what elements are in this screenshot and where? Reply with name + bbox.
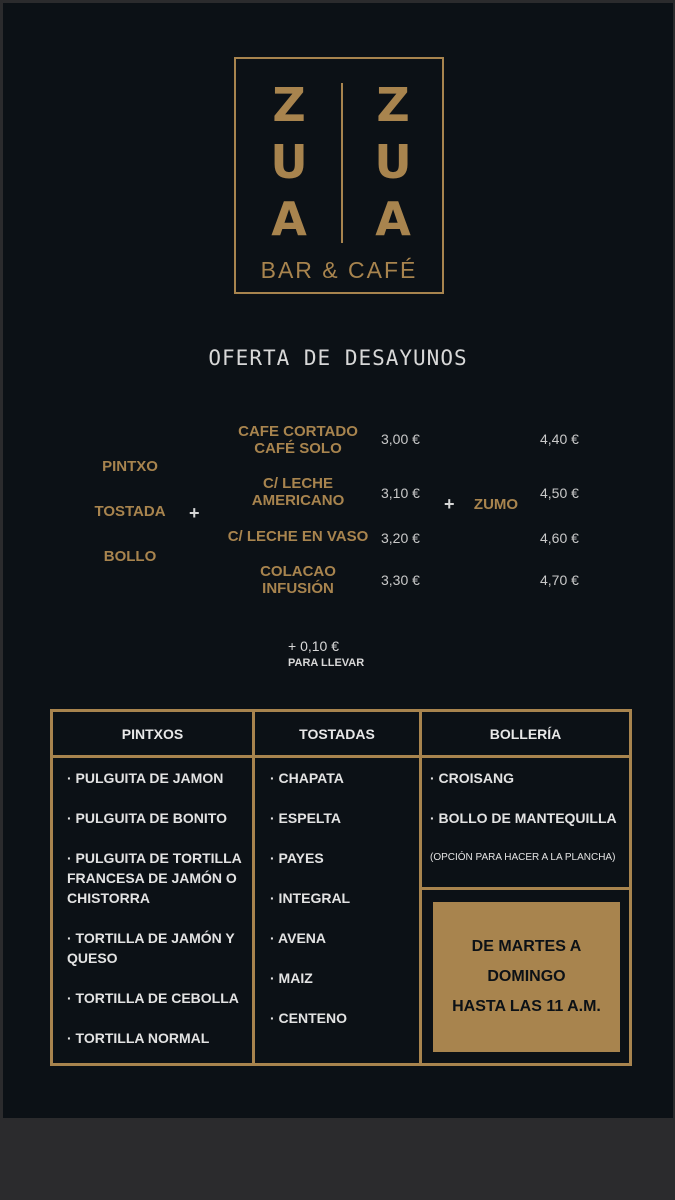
plus-sign: + [444, 494, 455, 514]
drink-price: 3,10 € [381, 485, 420, 501]
food-pintxo: PINTXO [102, 458, 158, 475]
logo-letter: Z [376, 78, 410, 132]
zumo-price: 4,40 € [540, 431, 579, 447]
zumo-label: ZUMO [473, 496, 519, 513]
list-item: · PULGUITA DE BONITO [67, 810, 227, 826]
takeaway-label: PARA LLEVAR [288, 657, 365, 669]
list-item: · TORTILLA NORMAL [67, 1030, 210, 1046]
logo-subtitle: BAR & CAFÉ [260, 257, 418, 283]
bolleria-note: (OPCIÓN PARA HACER A LA PLANCHA) [430, 852, 616, 863]
header-pintxos: PINTXOS [121, 726, 184, 742]
zumo-price: 4,70 € [540, 572, 579, 588]
schedule-box [433, 902, 620, 1052]
table-divider [252, 712, 255, 1063]
drink-group-2 [218, 475, 378, 509]
list-item: · AVENA [270, 930, 326, 946]
drink-name: CAFE CORTADO [238, 423, 358, 440]
plus-sign: + [189, 503, 200, 523]
list-item: · TORTILLA DE CEBOLLA [67, 990, 239, 1006]
drink-name: AMERICANO [251, 492, 345, 509]
list-item: · INTEGRAL [270, 890, 351, 906]
pintxos-list [67, 768, 245, 1048]
schedule-line: HASTA LAS 11 A.M. [452, 998, 601, 1015]
logo-letters-right [358, 77, 428, 248]
drink-name: C/ LECHE [262, 475, 333, 492]
drink-group-4 [218, 563, 378, 597]
drink-name: C/ LECHE EN VASO [227, 528, 369, 545]
drink-name: CAFÉ SOLO [254, 440, 342, 457]
menu-table [50, 709, 632, 1066]
page-title: OFERTA DE DESAYUNOS [208, 346, 468, 370]
list-item: · PAYES [270, 850, 324, 866]
list-item: · CENTENO [270, 1010, 347, 1026]
logo-letter: Z [272, 78, 306, 132]
list-item: · CROISANG [430, 770, 514, 786]
logo-letter: A [375, 192, 411, 246]
takeaway-price: + 0,10 € [288, 638, 339, 654]
logo-letter: U [270, 135, 308, 189]
list-item: · PULGUITA DE JAMON [67, 770, 224, 786]
schedule-line: DOMINGO [487, 968, 566, 985]
zumo-price: 4,60 € [540, 530, 579, 546]
list-item: · ESPELTA [270, 810, 342, 826]
zuazua-logo [234, 57, 444, 294]
list-item: · MAIZ [270, 970, 313, 986]
logo-letters-left [254, 77, 324, 248]
table-divider [419, 887, 629, 890]
drink-group-3 [218, 528, 378, 545]
drink-name: COLACAO [260, 563, 336, 580]
drink-price: 3,20 € [381, 530, 420, 546]
food-bollo: BOLLO [103, 548, 157, 565]
drink-group-1 [218, 423, 378, 457]
zumo-price: 4,50 € [540, 485, 579, 501]
header-bolleria: BOLLERÍA [489, 726, 562, 742]
logo-divider [341, 83, 343, 243]
logo-letter: A [271, 192, 307, 246]
header-tostadas: TOSTADAS [299, 726, 375, 742]
list-item: · BOLLO DE MANTEQUILLA [430, 810, 617, 826]
tostadas-list [270, 768, 415, 1028]
schedule-line: DE MARTES A [471, 938, 582, 955]
drink-name: INFUSIÓN [262, 580, 334, 597]
menu-poster [3, 3, 673, 1118]
drink-price: 3,30 € [381, 572, 420, 588]
list-item: · TORTILLA DE JAMÓN Y QUESO [67, 930, 235, 966]
logo-letter: U [374, 135, 412, 189]
bolleria-list [430, 768, 630, 868]
food-tostada: TOSTADA [94, 503, 166, 520]
list-item: · PULGUITA DE TORTILLA FRANCESA DE JAMÓN O CHISTORRA [67, 850, 242, 906]
drink-price: 3,00 € [381, 431, 420, 447]
list-item: · CHAPATA [270, 770, 344, 786]
